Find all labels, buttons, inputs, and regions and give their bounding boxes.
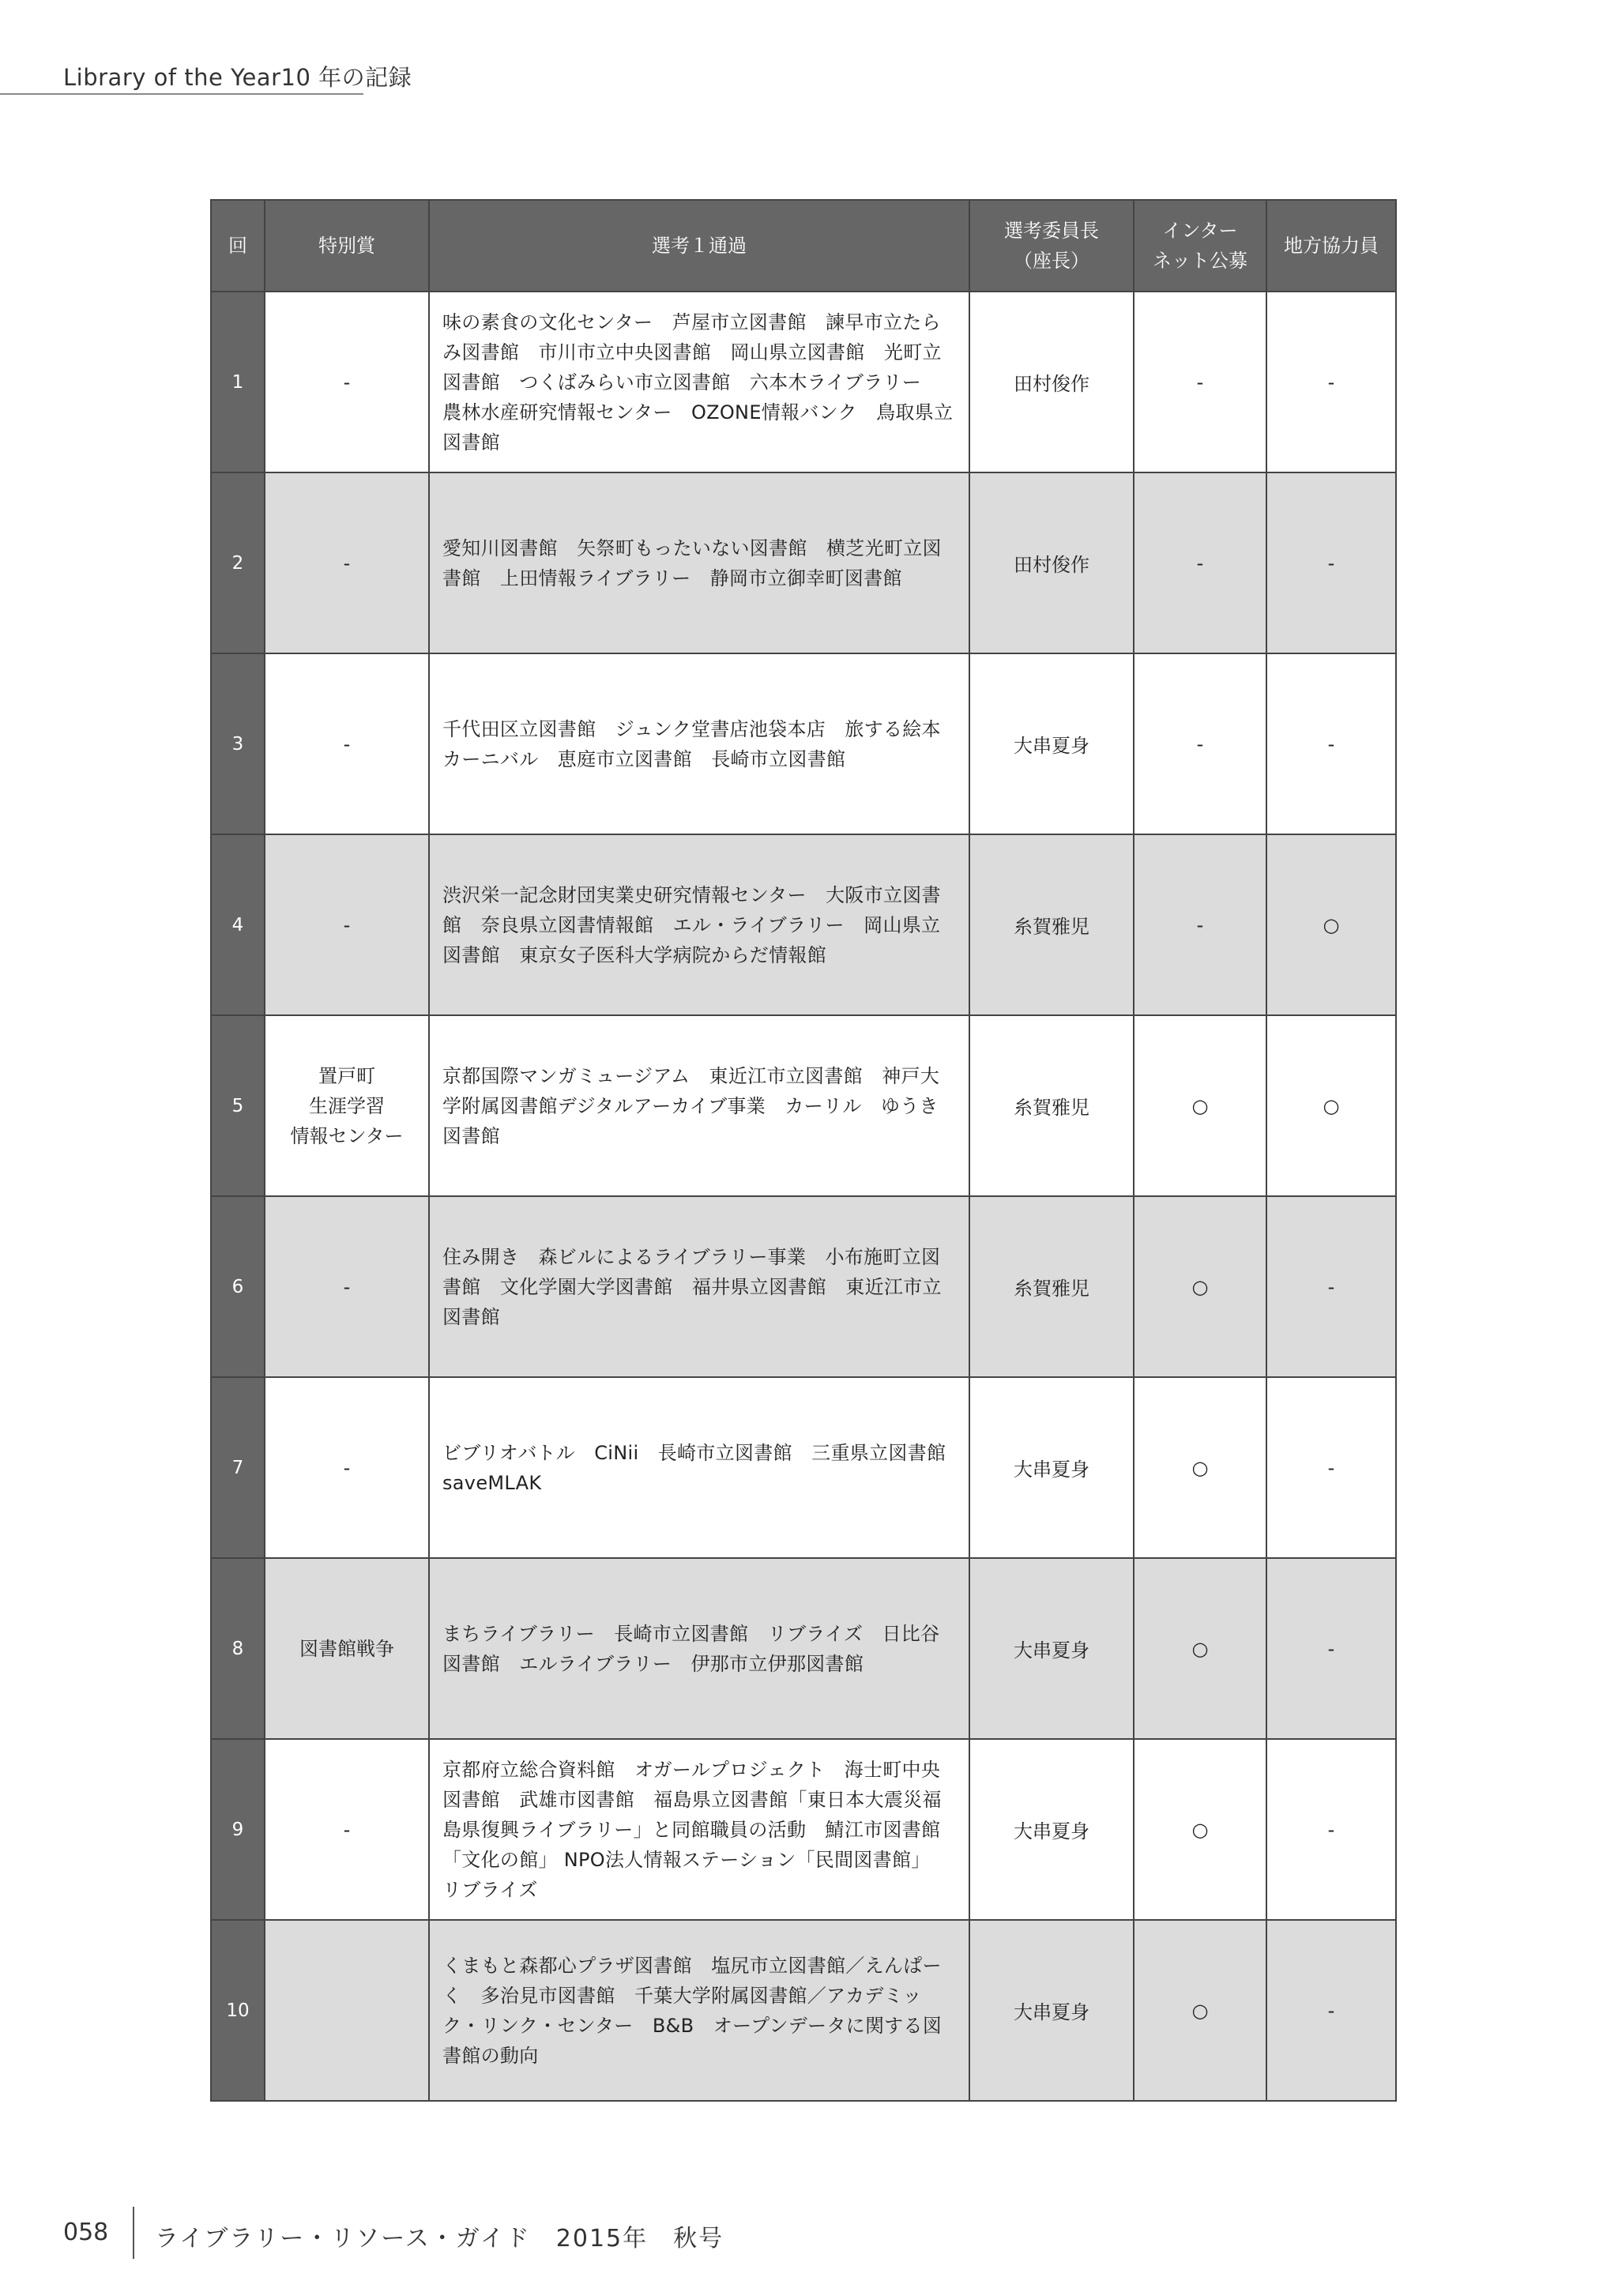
cell-chair: 糸賀雅児	[969, 834, 1134, 1015]
table-row	[211, 653, 1396, 834]
cell-num: 10	[211, 1920, 265, 2101]
cell-regional: -	[1266, 472, 1396, 653]
table-row	[211, 1558, 1396, 1739]
cell-pass: ビブリオバトル CiNii 長崎市立図書館 三重県立図書館 saveMLAK	[429, 1377, 969, 1558]
cell-chair: 大串夏身	[969, 1739, 1134, 1920]
cell-num: 3	[211, 653, 265, 834]
cell-special: -	[265, 292, 429, 472]
cell-special: 図書館戦争	[265, 1558, 429, 1739]
cell-regional: -	[1266, 1920, 1396, 2101]
table-row	[211, 1739, 1396, 1920]
table-row	[211, 1920, 1396, 2101]
cell-pass: 味の素食の文化センター 芦屋市立図書館 諫早市立たらみ図書館 市川市立中央図書館 岡山県立図書館 光町立図書館 つくばみらい市立図書館 六本木ライブラリー 農林水産研究情報センター OZONE情報バンク 鳥取県立図書館	[429, 292, 969, 472]
cell-special: -	[265, 834, 429, 1015]
cell-regional: ○	[1266, 834, 1396, 1015]
cell-regional: ○	[1266, 1015, 1396, 1196]
cell-internet: ○	[1134, 1739, 1266, 1920]
cell-pass: まちライブラリー 長崎市立図書館 リブライズ 日比谷図書館 エルライブラリー 伊那市立伊那図書館	[429, 1558, 969, 1739]
cell-internet: -	[1134, 834, 1266, 1015]
cell-pass: 愛知川図書館 矢祭町もったいない図書館 横芝光町立図書館 上田情報ライブラリー 静岡市立御幸町図書館	[429, 472, 969, 653]
running-header: Library of the Year10 年の記録	[63, 64, 412, 91]
table-header-row	[211, 200, 1396, 292]
cell-num: 5	[211, 1015, 265, 1196]
cell-num: 8	[211, 1558, 265, 1739]
cell-chair: 大串夏身	[969, 1558, 1134, 1739]
cell-regional: -	[1266, 653, 1396, 834]
header-num: 回	[211, 200, 265, 292]
cell-internet: ○	[1134, 1377, 1266, 1558]
cell-regional: -	[1266, 292, 1396, 472]
cell-internet: ○	[1134, 1920, 1266, 2101]
header-chair: 選考委員長 （座長）	[969, 200, 1134, 292]
award-history-table	[210, 199, 1397, 2102]
cell-internet: ○	[1134, 1015, 1266, 1196]
cell-regional: -	[1266, 1196, 1396, 1377]
cell-special: -	[265, 1377, 429, 1558]
cell-chair: 糸賀雅児	[969, 1015, 1134, 1196]
cell-pass: 渋沢栄一記念財団実業史研究情報センター 大阪市立図書館 奈良県立図書情報館 エル・ライブラリー 岡山県立図書館 東京女子医科大学病院からだ情報館	[429, 834, 969, 1015]
header-rule	[0, 93, 363, 95]
cell-num: 2	[211, 472, 265, 653]
table-row	[211, 834, 1396, 1015]
table-row	[211, 472, 1396, 653]
cell-chair: 大串夏身	[969, 1377, 1134, 1558]
cell-internet: -	[1134, 653, 1266, 834]
cell-internet: -	[1134, 292, 1266, 472]
cell-regional: -	[1266, 1558, 1396, 1739]
cell-num: 4	[211, 834, 265, 1015]
table-row	[211, 292, 1396, 472]
cell-chair: 田村俊作	[969, 292, 1134, 472]
cell-chair: 田村俊作	[969, 472, 1134, 653]
page-number: 058	[63, 2219, 109, 2246]
cell-chair: 糸賀雅児	[969, 1196, 1134, 1377]
cell-pass: 千代田区立図書館 ジュンク堂書店池袋本店 旅する絵本カーニバル 恵庭市立図書館 長崎市立図書館	[429, 653, 969, 834]
cell-chair: 大串夏身	[969, 653, 1134, 834]
cell-internet: ○	[1134, 1558, 1266, 1739]
cell-special	[265, 1920, 429, 2101]
header-pass: 選考１通過	[429, 200, 969, 292]
cell-num: 7	[211, 1377, 265, 1558]
cell-pass: くまもと森都心プラザ図書館 塩尻市立図書館／えんぱーく 多治見市図書館 千葉大学附属図書館／アカデミック・リンク・センター B&B オープンデータに関する図書館の動向	[429, 1920, 969, 2101]
cell-regional: -	[1266, 1377, 1396, 1558]
cell-special: 置戸町 生涯学習 情報センター	[265, 1015, 429, 1196]
publication-title: ライブラリー・リソース・ガイド 2015年 秋号	[155, 2225, 724, 2253]
cell-pass: 京都府立総合資料館 オガールプロジェクト 海士町中央図書館 武雄市図書館 福島県立図書館「東日本大震災福島県復興ライブラリー」と同館職員の活動 鯖江市図書館「文化の館」 NPO法人情報ステーション「民間図書館」 リブライズ	[429, 1739, 969, 1920]
cell-num: 1	[211, 292, 265, 472]
cell-internet: ○	[1134, 1196, 1266, 1377]
header-special: 特別賞	[265, 200, 429, 292]
table-row	[211, 1196, 1396, 1377]
header-internet: インター ネット公募	[1134, 200, 1266, 292]
cell-internet: -	[1134, 472, 1266, 653]
cell-special: -	[265, 1196, 429, 1377]
cell-special: -	[265, 653, 429, 834]
cell-special: -	[265, 472, 429, 653]
cell-pass: 京都国際マンガミュージアム 東近江市立図書館 神戸大学附属図書館デジタルアーカイブ事業 カーリル ゆうき図書館	[429, 1015, 969, 1196]
table-row	[211, 1015, 1396, 1196]
cell-chair: 大串夏身	[969, 1920, 1134, 2101]
table-row	[211, 1377, 1396, 1558]
cell-num: 6	[211, 1196, 265, 1377]
header-regional: 地方協力員	[1266, 200, 1396, 292]
footer-divider	[133, 2207, 134, 2259]
cell-special: -	[265, 1739, 429, 1920]
cell-regional: -	[1266, 1739, 1396, 1920]
cell-num: 9	[211, 1739, 265, 1920]
cell-pass: 住み開き 森ビルによるライブラリー事業 小布施町立図書館 文化学園大学図書館 福井県立図書館 東近江市立図書館	[429, 1196, 969, 1377]
